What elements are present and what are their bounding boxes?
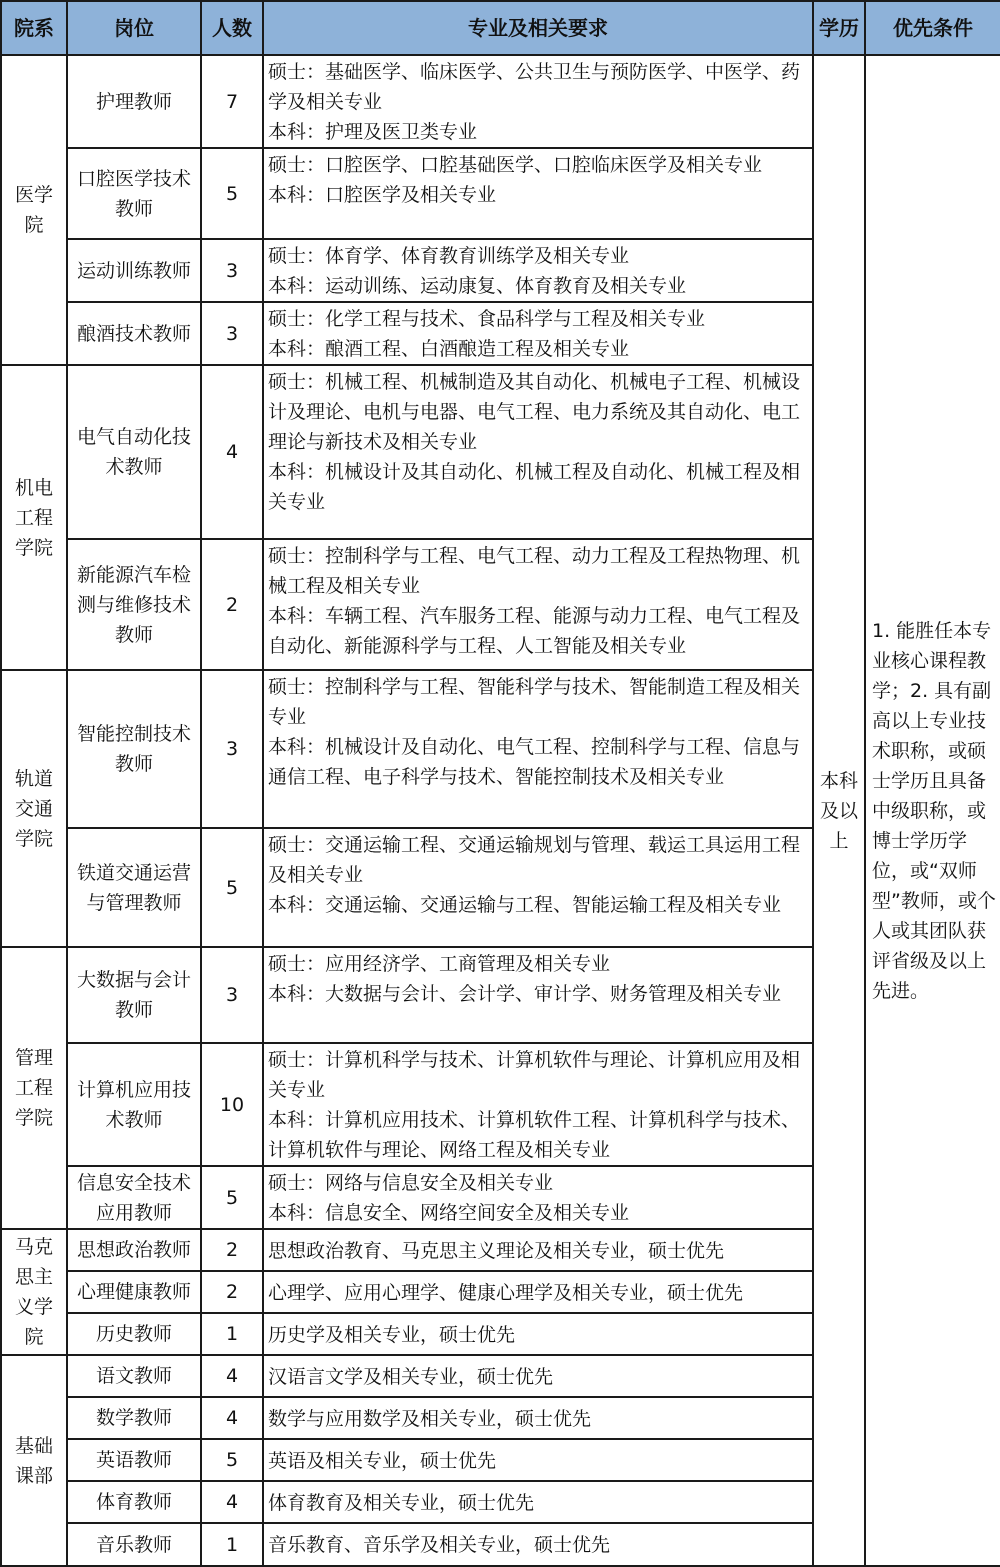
requirements-cell	[263, 670, 813, 828]
requirement-line: 硕士：控制科学与工程、电气工程、动力工程及工程热物理、机械工程及相关专业	[268, 545, 801, 597]
position-cell: 数学教师	[67, 1397, 201, 1439]
requirements-cell	[263, 1523, 813, 1566]
position-cell: 英语教师	[67, 1439, 201, 1481]
count-cell: 4	[201, 1355, 263, 1397]
requirement-line: 历史学及相关专业，硕士优先	[268, 1323, 516, 1346]
requirement-line: 音乐教育、音乐学及相关专业，硕士优先	[268, 1534, 611, 1556]
count-cell: 4	[201, 1481, 263, 1523]
requirements-cell	[263, 1166, 813, 1229]
dept-cell: 马克思主义学院	[1, 1229, 67, 1355]
header-education: 学历	[813, 1, 865, 55]
requirement-line: 本科：口腔医学及相关专业	[268, 184, 497, 206]
position-cell: 大数据与会计教师	[67, 947, 201, 1043]
count-cell: 2	[201, 1271, 263, 1313]
dept-cell: 机电工程学院	[1, 365, 67, 670]
requirement-line: 硕士：基础医学、临床医学、公共卫生与预防医学、中医学、药学及相关专业	[268, 61, 801, 113]
count-cell: 3	[201, 670, 263, 828]
requirements-cell	[263, 1271, 813, 1313]
requirement-line: 本科：车辆工程、汽车服务工程、能源与动力工程、电气工程及自动化、新能源科学与工程、人工智能及相关专业	[268, 605, 801, 657]
requirement-line: 思想政治教育、马克思主义理论及相关专业，硕士优先	[268, 1239, 725, 1262]
position-cell: 口腔医学技术教师	[67, 148, 201, 239]
position-cell: 信息安全技术应用教师	[67, 1166, 201, 1229]
count-cell: 5	[201, 828, 263, 947]
position-cell: 体育教师	[67, 1481, 201, 1523]
dept-cell: 医学院	[1, 55, 67, 365]
count-cell: 1	[201, 1523, 263, 1566]
requirement-line: 硕士：体育学、体育教育训练学及相关专业	[268, 245, 630, 267]
requirements-cell	[263, 1313, 813, 1355]
dept-cell: 基础课部	[1, 1355, 67, 1566]
count-cell: 2	[201, 1229, 263, 1271]
requirements-cell	[263, 302, 813, 365]
requirement-line: 本科：计算机应用技术、计算机软件工程、计算机科学与技术、计算机软件与理论、网络工程及相关专业	[268, 1109, 801, 1161]
count-cell: 4	[201, 1397, 263, 1439]
position-cell: 护理教师	[67, 55, 201, 148]
requirement-line: 本科：交通运输、交通运输与工程、智能运输工程及相关专业	[268, 894, 782, 916]
requirement-line: 本科：大数据与会计、会计学、审计学、财务管理及相关专业	[268, 983, 782, 1005]
dept-cell: 轨道交通学院	[1, 670, 67, 947]
requirements-cell	[263, 539, 813, 670]
header-dept: 院系	[1, 1, 67, 55]
requirements-cell	[263, 1481, 813, 1523]
count-cell: 5	[201, 1166, 263, 1229]
table-body	[1, 55, 1000, 1566]
position-cell: 酿酒技术教师	[67, 302, 201, 365]
requirements-cell	[263, 148, 813, 239]
count-cell: 4	[201, 365, 263, 539]
header-requirements: 专业及相关要求	[263, 1, 813, 55]
table-header-row	[1, 1, 1000, 55]
requirement-line: 硕士：口腔医学、口腔基础医学、口腔临床医学及相关专业	[268, 154, 763, 176]
requirement-line: 硕士：应用经济学、工商管理及相关专业	[268, 953, 611, 975]
requirement-line: 本科：护理及医卫类专业	[268, 121, 478, 143]
requirement-line: 本科：酿酒工程、白酒酿造工程及相关专业	[268, 338, 630, 360]
count-cell: 2	[201, 539, 263, 670]
position-cell: 历史教师	[67, 1313, 201, 1355]
requirement-line: 汉语言文学及相关专业，硕士优先	[268, 1365, 554, 1388]
count-cell: 3	[201, 302, 263, 365]
position-cell: 计算机应用技术教师	[67, 1043, 201, 1166]
requirement-line: 硕士：控制科学与工程、智能科学与技术、智能制造工程及相关专业	[268, 676, 801, 728]
requirement-line: 硕士：交通运输工程、交通运输规划与管理、载运工具运用工程及相关专业	[268, 834, 801, 886]
requirement-line: 数学与应用数学及相关专业，硕士优先	[268, 1407, 592, 1430]
requirements-cell	[263, 828, 813, 947]
position-cell: 音乐教师	[67, 1523, 201, 1566]
position-cell: 智能控制技术教师	[67, 670, 201, 828]
requirement-line: 硕士：化学工程与技术、食品科学与工程及相关专业	[268, 308, 706, 330]
header-count: 人数	[201, 1, 263, 55]
requirements-cell	[263, 55, 813, 148]
count-cell: 3	[201, 947, 263, 1043]
position-cell: 新能源汽车检测与维修技术教师	[67, 539, 201, 670]
requirement-line: 心理学、应用心理学、健康心理学及相关专业，硕士优先	[268, 1281, 744, 1304]
requirement-line: 英语及相关专业，硕士优先	[268, 1449, 497, 1472]
requirement-line: 硕士：计算机科学与技术、计算机软件与理论、计算机应用及相关专业	[268, 1049, 801, 1101]
requirements-cell	[263, 365, 813, 539]
requirements-cell	[263, 1229, 813, 1271]
position-cell: 铁道交通运营与管理教师	[67, 828, 201, 947]
requirements-cell	[263, 1439, 813, 1481]
count-cell: 5	[201, 148, 263, 239]
position-cell: 心理健康教师	[67, 1271, 201, 1313]
table-row	[1, 55, 1000, 148]
dept-cell: 管理工程学院	[1, 947, 67, 1229]
position-cell: 运动训练教师	[67, 239, 201, 302]
header-priority: 优先条件	[865, 1, 1000, 55]
position-cell: 电气自动化技术教师	[67, 365, 201, 539]
position-cell: 思想政治教师	[67, 1229, 201, 1271]
requirement-line: 本科：运动训练、运动康复、体育教育及相关专业	[268, 275, 687, 297]
requirements-cell	[263, 1355, 813, 1397]
position-cell: 语文教师	[67, 1355, 201, 1397]
requirements-cell	[263, 947, 813, 1043]
requirement-line: 硕士：机械工程、机械制造及其自动化、机械电子工程、机械设计及理论、电机与电器、电气工程、电力系统及其自动化、电工理论与新技术及相关专业	[268, 371, 801, 453]
count-cell: 7	[201, 55, 263, 148]
count-cell: 5	[201, 1439, 263, 1481]
requirement-line: 硕士：网络与信息安全及相关专业	[268, 1172, 554, 1194]
requirements-cell	[263, 1043, 813, 1166]
priority-cell: 1. 能胜任本专业核心课程教学；2. 具有副高以上专业技术职称，或硕士学历且具备中级职称，或博士学历学位，或“双师型”教师，或个人或其团队获评省级及以上先进。	[865, 55, 1000, 1566]
count-cell: 3	[201, 239, 263, 302]
requirements-cell	[263, 1397, 813, 1439]
requirements-cell	[263, 239, 813, 302]
count-cell: 10	[201, 1043, 263, 1166]
requirement-line: 本科：机械设计及其自动化、机械工程及自动化、机械工程及相关专业	[268, 461, 801, 513]
header-position: 岗位	[67, 1, 201, 55]
requirement-line: 本科：信息安全、网络空间安全及相关专业	[268, 1202, 630, 1224]
requirement-line: 本科：机械设计及自动化、电气工程、控制科学与工程、信息与通信工程、电子科学与技术、智能控制技术及相关专业	[268, 736, 801, 788]
count-cell: 1	[201, 1313, 263, 1355]
requirement-line: 体育教育及相关专业，硕士优先	[268, 1491, 535, 1514]
education-cell: 本科及以上	[813, 55, 865, 1566]
